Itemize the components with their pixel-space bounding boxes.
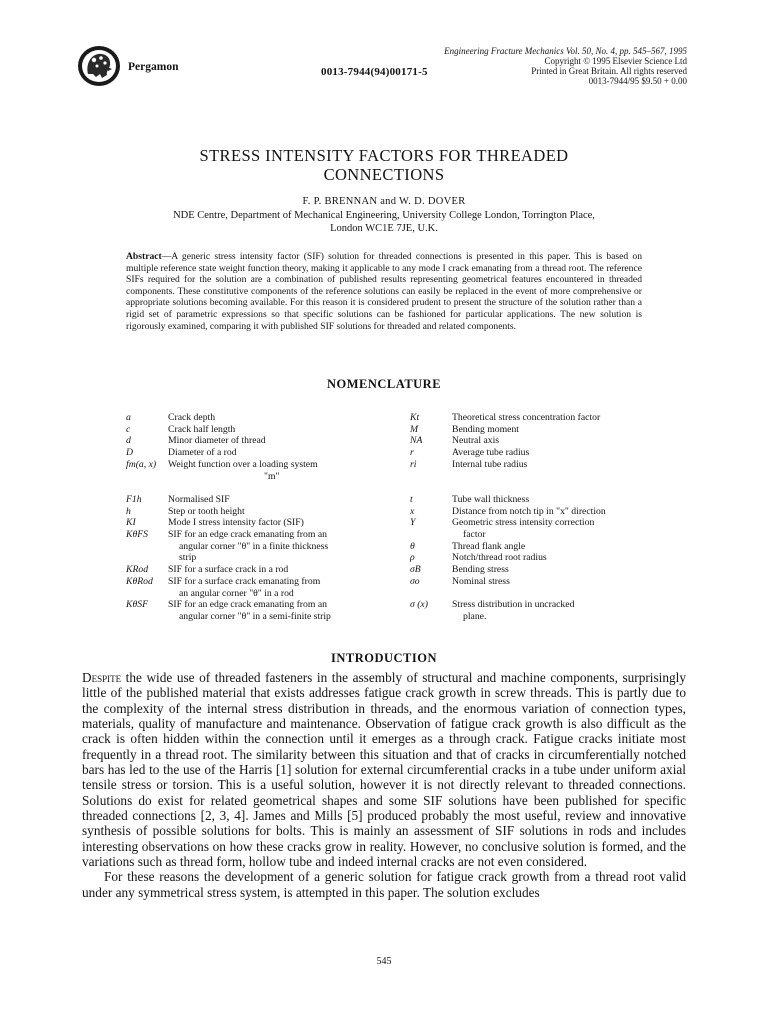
spacer <box>126 482 396 494</box>
nomenclature-definition: Crack depth <box>168 412 216 423</box>
publisher-name: Pergamon <box>128 61 179 73</box>
nomenclature-entry <box>410 541 646 553</box>
nomenclature-symbol: h <box>126 505 131 517</box>
definition-text: Geometric stress intensity correction <box>452 517 595 529</box>
nomenclature-definition: Crack half length <box>168 423 236 435</box>
nomenclature-entry <box>126 447 396 459</box>
nomenclature-definition: Bending stress <box>452 564 509 576</box>
nomenclature-symbol: ri <box>410 458 417 470</box>
copyright-line: Copyright © 1995 Elsevier Science Ltd <box>544 56 687 66</box>
nomenclature-heading: NOMENCLATURE <box>326 377 442 391</box>
nomenclature-definition <box>452 599 646 622</box>
nomenclature-definition: Distance from notch tip in "x" direction <box>452 505 606 517</box>
nomenclature-definition <box>168 459 396 482</box>
nomenclature-entry <box>410 552 646 564</box>
nomenclature-symbol: M <box>410 423 419 435</box>
issn-price-line: 0013-7944/95 $9.50 + 0.00 <box>588 76 687 86</box>
nomenclature-definition: Internal tube radius <box>452 458 528 470</box>
nomenclature-definition: Theoretical stress concentration factor <box>452 412 601 423</box>
nomenclature-definition: Diameter of a rod <box>168 447 237 459</box>
definition-continuation: plane. <box>463 610 487 622</box>
nomenclature-symbol: c <box>126 423 131 435</box>
nomenclature-symbol: Y <box>410 517 416 529</box>
nomenclature-definition: Neutral axis <box>452 435 500 447</box>
nomenclature-definition: Nominal stress <box>452 575 510 587</box>
nomenclature-entry <box>410 564 646 576</box>
nomenclature-entry <box>126 529 396 564</box>
nomenclature-entry <box>126 424 396 436</box>
nomenclature-entry <box>410 459 646 471</box>
nomenclature-definition <box>168 599 396 622</box>
nomenclature-definition: Notch/thread root radius <box>452 552 547 564</box>
nomenclature-entry <box>410 424 646 436</box>
authors: F. P. BRENNAN and W. D. DOVER <box>302 196 466 207</box>
nomenclature-symbol: fm(a, x) <box>126 458 157 470</box>
paragraph-first-word: Despite <box>82 670 122 685</box>
nomenclature-entry <box>126 459 396 482</box>
paragraph-text: the wide use of threaded fasteners in the assembly of structural and machine components, surprisingly little of the published material that exists addresses fatigue crack growth in screw threads. This is partly due to the complexity of the internal stress distribution in threads, and the enormous variation of connection types, materials, quality of manufacture and maintenance. Observation of fatigue crack growth is also difficult as the crack is often hidden within the connection until it emerges as a through crack. Fatigue cracks initiate most frequently in a thread root. The similarity between this situation and that of cracks in circumferentially notched bars has led to the use of the Harris [1] solution for external circumferential cracks in a tube under uniform axial tensile stress or torsion. This is a useful solution, however it is not directly relevant to threaded connections. Solutions do exist for related geometrical shapes and some SIF solutions have been published for specific threaded connections [2, 3, 4]. James and Mills [5] produced probably the most useful, review and innovative synthesis of possible solutions for bolts. This is mainly an assessment of SIF solutions in rods and includes interesting observations on how these cracks grow in reality. However, no conclusive solution is formed, and the variations such as thread form, hollow tube and indeed internal cracks are not even considered. <box>82 670 686 870</box>
definition-continuation: factor <box>463 529 486 540</box>
nomenclature-definition: Average tube radius <box>452 447 530 459</box>
nomenclature-entry <box>126 576 396 599</box>
nomenclature-symbol: a <box>126 412 131 423</box>
nomenclature-definition: SIF for a surface crack in a rod <box>168 564 289 576</box>
journal-citation: Engineering Fracture Mechanics Vol. 50, No. 4, pp. 545–567, 1995 <box>444 46 687 56</box>
definition-text: SIF for a surface crack emanating from <box>168 575 321 587</box>
introduction-body <box>82 670 686 900</box>
affiliation <box>112 210 656 235</box>
page-number: 545 <box>376 956 392 967</box>
nomenclature-definition <box>168 576 396 599</box>
paragraph: For these reasons the development of a generic solution for fatigue crack growth from a thread root valid under any symmetrical stress system, is attempted in this paper. The solution excludes <box>82 869 686 900</box>
nomenclature-symbol: θ <box>410 540 415 552</box>
nomenclature-symbol: KI <box>126 517 136 529</box>
definition-continuation: angular corner "θ" in a finite thickness <box>179 540 329 552</box>
abstract-text: —A generic stress intensity factor (SIF) solution for threaded connections is presented in this paper. This is based on multiple reference state weight function theory, making it applicable to any mode I crack emanating from a thread root. The reference SIFs required for the solution are a combination of published results representing geometrical features encountered in threaded components. These constitutive components of the reference solutions can easily be replaced in the event of more comprehensive or appropriate solutions becoming available. For this reason it is considered prudent to present the structure of the solution rather than a rigid set of parametric expressions so that specific solutions can be fashioned for particular applications. The new solution is rigorously examined, comparing it with published SIF solutions for threaded and related components. <box>126 251 642 332</box>
nomenclature-entry <box>410 494 646 506</box>
definition-continuation: angular corner "θ" in a semi-finite strip <box>179 610 331 622</box>
nomenclature-symbol: KθRod <box>126 575 153 587</box>
nomenclature-symbol: KRod <box>126 564 149 576</box>
definition-text: SIF for an edge crack emanating from an <box>168 529 327 541</box>
nomenclature-entry <box>126 435 396 447</box>
spacer <box>410 482 646 494</box>
printed-line: Printed in Great Britain. All rights reserved <box>531 66 687 76</box>
nomenclature-entry <box>126 494 396 506</box>
nomenclature-symbol: ρ <box>410 552 415 564</box>
nomenclature-definition: Minor diameter of thread <box>168 435 266 447</box>
journal-info <box>367 46 687 86</box>
nomenclature-symbol: D <box>126 447 133 459</box>
nomenclature-symbol: σB <box>410 564 421 576</box>
nomenclature-definition: Thread flank angle <box>452 540 526 552</box>
nomenclature-left-column <box>126 412 396 623</box>
definition-continuation: "m" <box>264 470 280 482</box>
spacer <box>410 471 646 483</box>
nomenclature-entry <box>410 435 646 447</box>
affiliation-line-1: NDE Centre, Department of Mechanical Engineering, University College London, Torrington Place, <box>173 210 595 221</box>
nomenclature-definition <box>168 529 396 564</box>
pergamon-logo-icon <box>76 44 122 88</box>
nomenclature-symbol: r <box>410 447 414 459</box>
title-line-1: STRESS INTENSITY FACTORS FOR THREADED <box>199 146 569 165</box>
nomenclature-definition: Bending moment <box>452 423 519 435</box>
spacer <box>410 588 646 600</box>
paper-title <box>100 146 668 184</box>
nomenclature-symbol: σo <box>410 575 420 587</box>
nomenclature-symbol: x <box>410 505 415 517</box>
nomenclature-symbol: t <box>410 493 413 505</box>
definition-continuation: an angular corner "θ" in a rod <box>179 587 294 599</box>
paragraph <box>82 670 686 869</box>
nomenclature-entry <box>126 564 396 576</box>
nomenclature-symbol: KθSF <box>126 599 148 611</box>
nomenclature-entry <box>410 576 646 588</box>
abstract <box>126 251 642 332</box>
nomenclature-symbol: Kt <box>410 412 420 423</box>
nomenclature-definition <box>452 517 646 540</box>
nomenclature-entry <box>126 517 396 529</box>
nomenclature-definition: Step or tooth height <box>168 505 245 517</box>
nomenclature-definition: Tube wall thickness <box>452 493 530 505</box>
nomenclature-symbol: σ (x) <box>410 599 428 611</box>
definition-text: Stress distribution in uncracked <box>452 599 575 611</box>
nomenclature-entry <box>410 517 646 540</box>
definition-text: SIF for an edge crack emanating from an <box>168 599 327 611</box>
nomenclature-symbol: KθFS <box>126 529 148 541</box>
introduction-heading: INTRODUCTION <box>330 651 437 665</box>
abstract-lead: Abstract <box>126 251 162 262</box>
nomenclature-entry <box>410 447 646 459</box>
doi-code: 0013-7944(94)00171-5 <box>321 66 428 78</box>
nomenclature-symbol: d <box>126 435 131 447</box>
nomenclature-definition: Normalised SIF <box>168 493 230 505</box>
definition-continuation: strip <box>179 552 197 564</box>
nomenclature-symbol: F1h <box>126 493 142 505</box>
nomenclature-entry <box>126 412 396 424</box>
nomenclature-right-column <box>410 412 646 623</box>
nomenclature-entry <box>410 599 646 622</box>
nomenclature-definition: Mode I stress intensity factor (SIF) <box>168 517 304 529</box>
nomenclature-entry <box>410 506 646 518</box>
nomenclature-symbol: NA <box>410 435 423 447</box>
title-line-2: CONNECTIONS <box>323 165 445 184</box>
nomenclature-entry <box>410 412 646 424</box>
definition-text: Weight function over a loading system <box>168 458 318 470</box>
nomenclature-entry <box>126 506 396 518</box>
affiliation-line-2: London WC1E 7JE, U.K. <box>330 222 438 234</box>
nomenclature-entry <box>126 599 396 622</box>
